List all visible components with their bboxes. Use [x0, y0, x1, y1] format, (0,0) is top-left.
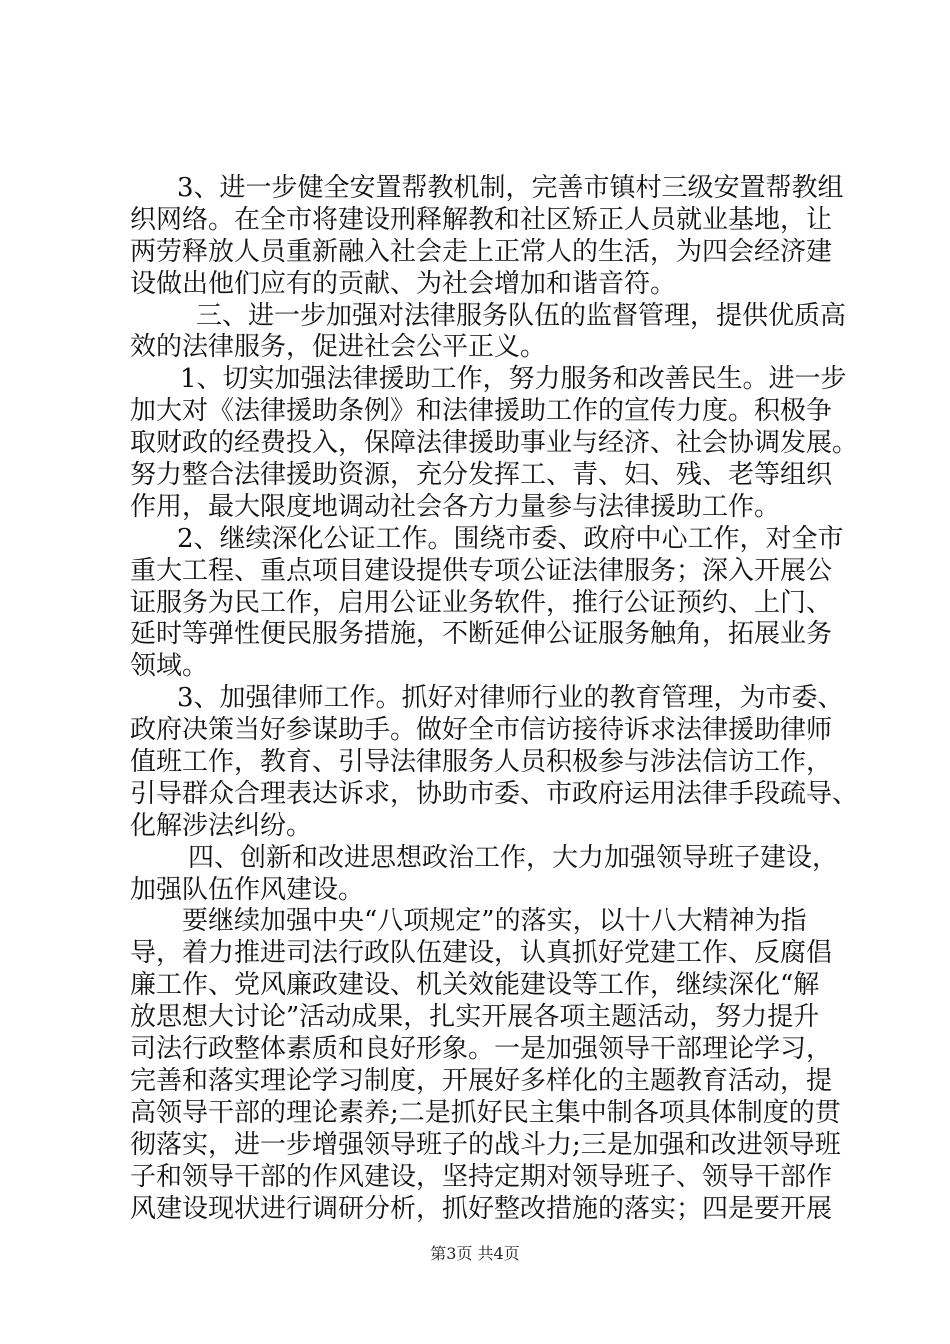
- text-line: 1、切实加强法律援助工作，努力服务和改善民生。进一步: [180, 364, 847, 395]
- text-line: 要继续加强中央“八项规定”的落实，以十八大精神为指: [182, 906, 807, 937]
- text-line: 高领导干部的理论素养;二是抓好民主集中制各项具体制度的贯: [130, 1097, 841, 1128]
- text-line: 化解涉法纠纷。: [130, 810, 313, 841]
- text-line: 重大工程、重点项目建设提供专项公证法律服务；深入开展公: [130, 555, 833, 586]
- text-line: 廉工作、党风廉政建设、机关效能建设等工作，继续深化“解: [130, 970, 820, 1001]
- text-line: 努力整合法律援助资源，充分发挥工、青、妇、残、老等组织: [130, 460, 833, 491]
- text-line: 设做出他们应有的贡献、为社会增加和谐音符。: [130, 268, 677, 299]
- text-line: 两劳释放人员重新融入社会走上正常人的生活，为四会经济建: [130, 236, 833, 267]
- text-line: 导，着力推进司法行政队伍建设，认真抓好党建工作、反腐倡: [130, 938, 833, 969]
- text-line: 彻落实，进一步增强领导班子的战斗力;三是加强和改进领导班: [130, 1129, 841, 1160]
- text-line: 加大对《法律援助条例》和法律援助工作的宣传力度。积极争: [130, 396, 833, 427]
- text-line: 子和领导干部的作风建设，坚持定期对领导班子、领导干部作: [130, 1161, 833, 1192]
- text-line: 完善和落实理论学习制度，开展好多样化的主题教育活动，提: [130, 1065, 833, 1096]
- text-line: 3、加强律师工作。抓好对律师行业的教育管理，为市委、: [177, 683, 844, 714]
- section-heading-3: 三、进一步加强对法律服务队伍的监督管理，提供优质高: [196, 300, 847, 331]
- text-line: 放思想大讨论”活动成果，扎实开展各项主题活动，努力提升: [130, 1002, 820, 1033]
- section-heading-4: 四、创新和改进思想政治工作，大力加强领导班子建设，: [188, 842, 839, 873]
- text-line: 政府决策当好参谋助手。做好全市信访接待诉求法律援助律师: [130, 715, 833, 746]
- body-text: [130, 173, 859, 1225]
- text-line: 领域。: [130, 651, 209, 682]
- text-line: 延时等弹性便民服务措施，不断延伸公证服务触角，拓展业务: [130, 619, 833, 650]
- text-line: 2、继续深化公证工作。围绕市委、政府中心工作，对全市: [177, 523, 844, 554]
- text-line: 取财政的经费投入，保障法律援助事业与经济、社会协调发展。: [130, 428, 859, 459]
- text-line: 风建设现状进行调研分析，抓好整改措施的落实；四是要开展: [130, 1193, 833, 1224]
- text-line: 作用，最大限度地调动社会各方力量参与法律援助工作。: [130, 491, 781, 522]
- text-line: 效的法律服务，促进社会公平正义。: [130, 332, 547, 363]
- text-line: 值班工作，教育、引导法律服务人员积极参与涉法信访工作，: [130, 747, 833, 778]
- text-line: 3、进一步健全安置帮教机制，完善市镇村三级安置帮教组: [177, 173, 844, 203]
- text-line: 司法行政整体素质和良好形象。一是加强领导干部理论学习，: [130, 1034, 833, 1065]
- text-line: 证服务为民工作，启用公证业务软件，推行公证预约、上门、: [130, 587, 833, 618]
- text-line: 引导群众合理表达诉求，协助市委、市政府运用法律手段疏导、: [130, 778, 859, 809]
- text-line: 加强队伍作风建设。: [130, 874, 365, 905]
- page-number-footer: 第3页 共4页: [430, 1244, 520, 1263]
- text-line: 织网络。在全市将建设刑释解教和社区矫正人员就业基地，让: [130, 204, 833, 235]
